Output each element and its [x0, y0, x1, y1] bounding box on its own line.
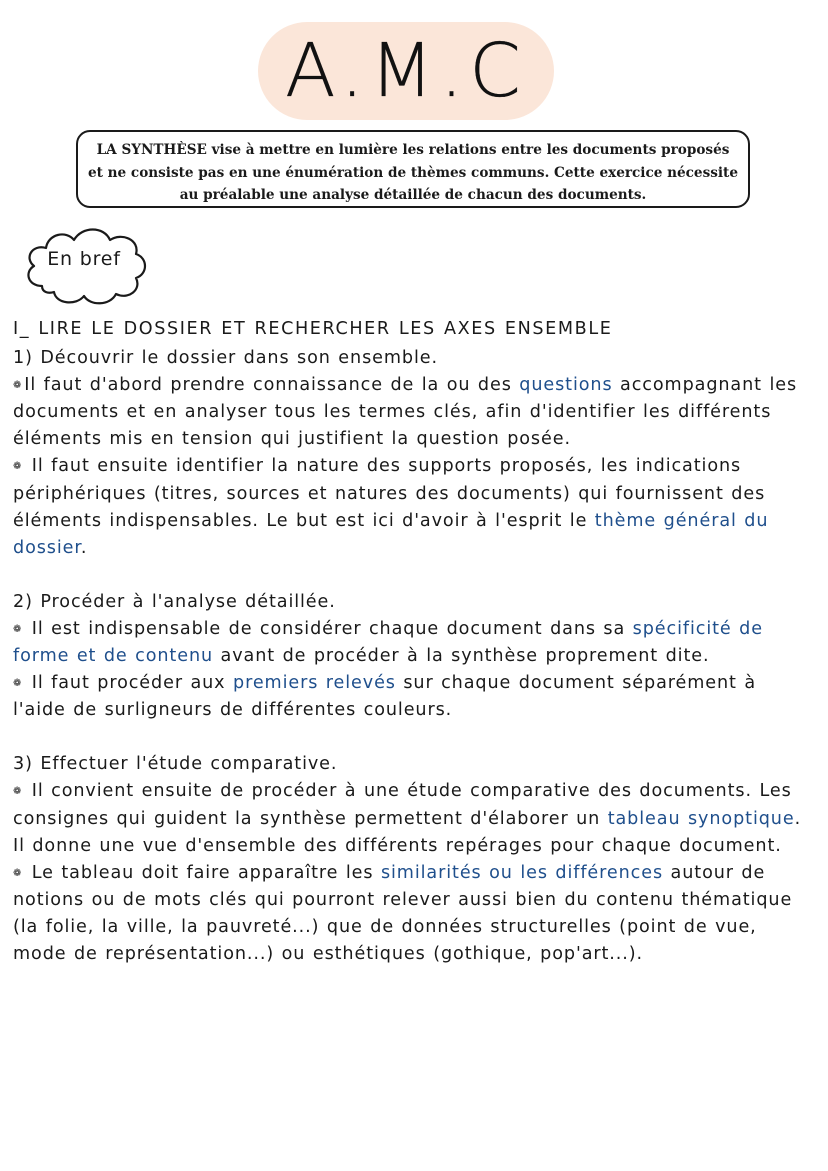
- cloud-label: En bref: [47, 248, 121, 270]
- spacer: [13, 562, 813, 589]
- step3-bullet1: ❁ Il convient ensuite de procéder à une étude comparative des documents. Les consignes qui guident la synthèse permettent d'élaborer un tableau synoptique. Il donne une vue d'ensemble des différents repérages pour chaque document.: [13, 781, 802, 856]
- intro-text: vise à mettre en lumière les relations entre les documents proposés et ne consiste pas en une énumération de thèmes communs. Cette exercice nécessite au préalable une analyse détaillée de chacun des documents.: [88, 142, 738, 203]
- step3-title: 3) Effectuer l'étude comparative.: [13, 754, 338, 775]
- step2-bullet1: ❁ Il est indispensable de considérer chaque document dans sa spécificité de forme et de contenu avant de procéder à la synthèse proprement dite.: [13, 618, 763, 667]
- step1-bullet2: ❁ Il faut ensuite identifier la nature des supports proposés, les indications périphériques (titres, sources et natures des documents) qui fournissent des éléments indispensables. Le but est ici d'avoir à l'esprit le thème général du dossier.: [13, 456, 769, 558]
- highlight-text: questions: [519, 375, 613, 396]
- highlight-text: similarités ou les différences: [380, 862, 664, 883]
- section-heading: I_ LIRE LE DOSSIER ET RECHERCHER LES AXES ENSEMBLE: [13, 319, 613, 339]
- step2-bullet2: ❁ Il faut procéder aux premiers relevés sur chaque document séparément à l'aide de surligneurs de différentes couleurs.: [13, 673, 757, 721]
- flower-bullet-icon: ❁: [13, 867, 23, 879]
- step3-bullet2: ❁ Le tableau doit faire apparaître les similarités ou les différences autour de notions ou de mots clés qui pourront relever aussi bien du contenu thématique (la folie, la ville, la pauvreté...) que de données structurelles (point de vue, mode de représentation...) ou esthétiques (gothique, pop'art...).: [13, 862, 793, 964]
- step1-bullet1: ❁ Il faut d'abord prendre connaissance de la ou des questions accompagnant les documents et en analyser tous les termes clés, afin d'identifier les différents éléments mis en tension qui justifient la question posée.: [13, 375, 798, 450]
- intro-lead: LA SYNTHÈSE: [96, 142, 207, 158]
- spacer: [13, 724, 813, 751]
- flower-bullet-icon: ❁: [13, 623, 23, 635]
- highlight-text: thème général du dossier: [13, 510, 769, 558]
- step1-title: 1) Découvrir le dossier dans son ensemble.: [13, 348, 438, 369]
- highlight-text: spécificité de forme et de contenu: [13, 618, 763, 667]
- highlight-text: tableau synoptique: [607, 808, 795, 829]
- flower-bullet-icon: ❁: [13, 678, 23, 690]
- page-title: A.M.C: [285, 28, 527, 114]
- step2-title: 2) Procéder à l'analyse détaillée.: [13, 591, 336, 612]
- flower-bullet-icon: ❁: [13, 380, 23, 392]
- flower-bullet-icon: ❁: [13, 461, 23, 473]
- highlight-text: premiers relevés: [233, 673, 396, 694]
- intro-box: [76, 130, 750, 208]
- flower-bullet-icon: ❁: [13, 786, 23, 798]
- main-content: [13, 316, 813, 968]
